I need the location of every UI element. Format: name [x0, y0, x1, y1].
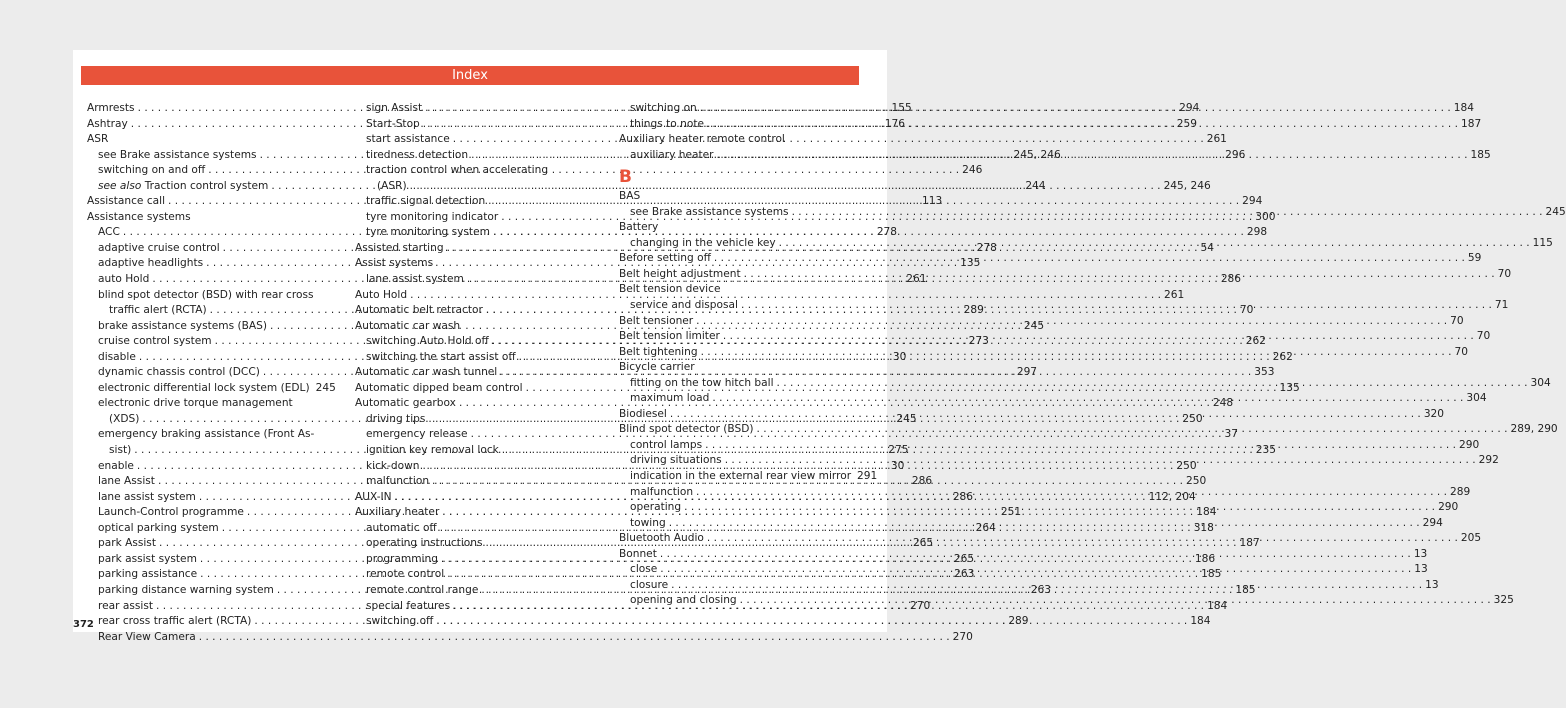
index-entry-term: Auxiliary heater — [355, 506, 440, 519]
index-entry-page-ref: 37 — [1224, 428, 1239, 441]
index-entry-page-ref: 13 — [1414, 563, 1428, 576]
index-entry-page-ref: 185 — [1201, 568, 1222, 581]
index-entry-page-ref: 320 — [1423, 407, 1445, 420]
index-entry-page-ref: 70 — [1454, 345, 1468, 358]
index-entry-term: Belt tension limiter — [619, 330, 720, 343]
leader-dots — [660, 547, 1411, 563]
index-entry-page-ref: 30 — [890, 459, 905, 472]
index-entry-page-ref: 245 — [1545, 205, 1566, 218]
index-entry-term: ASR — [87, 133, 109, 146]
index-entry-term: switching on — [630, 102, 697, 114]
index-entry-term: disable — [98, 350, 136, 363]
index-entry-page-ref: 278 — [876, 226, 898, 239]
leader-dots — [757, 422, 1508, 438]
index-entry-page-ref: 325 — [1493, 594, 1514, 607]
index-entry-page-ref: 59 — [1467, 252, 1482, 265]
index-entry — [619, 282, 856, 298]
index-entry — [87, 288, 324, 304]
index-entry-page-ref: 13 — [1413, 547, 1428, 560]
index-entry-page-ref: 248 — [1212, 397, 1234, 410]
index-entry-term: Bonnet — [619, 547, 657, 560]
leader-dots — [670, 407, 1421, 423]
index-entry — [619, 220, 856, 236]
index-entry-term: BAS — [619, 190, 641, 203]
index-entry-page-ref: 265 — [953, 552, 975, 565]
index-entry-term: indication in the external rear view mirror — [630, 470, 852, 483]
index-entry-term: blind spot detector (BSD) with rear cross — [98, 288, 314, 301]
index-entry-page-ref: 235 — [1255, 444, 1276, 457]
index-entry-term: driving situations — [630, 454, 722, 467]
leader-dots — [777, 376, 1528, 392]
index-entry-page-ref: 270 — [952, 630, 973, 643]
index-entry-page-ref: 187 — [1460, 117, 1482, 130]
index-entry-page-ref: 70 — [1450, 314, 1464, 327]
index-entry-page-ref: 298 — [1246, 226, 1268, 239]
index-entry — [355, 319, 592, 335]
index-entry-term: adaptive headlights — [98, 257, 204, 270]
index-entry-term: Belt tension device — [619, 283, 721, 296]
index-entry-page-ref: 30 — [892, 350, 907, 363]
index-entry-page-ref: 184 — [1207, 599, 1228, 612]
index-entry-page-ref: 245 — [315, 381, 336, 394]
index-entry-page-ref: 13 — [1425, 578, 1439, 591]
index-entry-page-ref: 54 — [1200, 241, 1215, 254]
leader-dots — [792, 205, 1543, 221]
leader-dots — [436, 614, 1187, 630]
index-entry-page-ref: 245 — [896, 412, 917, 425]
index-entry-term: fitting on the tow hitch ball — [630, 376, 774, 389]
index-entry-page-ref: 135 — [1279, 381, 1300, 394]
index-entry-page-ref: 251 — [1000, 506, 1022, 519]
leader-dots — [744, 267, 1495, 283]
index-entry-page-ref: 300 — [1255, 210, 1276, 223]
leader-dots — [707, 117, 1458, 133]
index-entry-term: enable — [98, 459, 134, 472]
index-entry-term: malfunction — [630, 485, 694, 498]
index-entry-term: brake assistance systems (BAS) — [98, 319, 267, 332]
index-entry — [619, 132, 856, 148]
index-entry-page-ref: 289 — [963, 304, 984, 317]
index-entry-term: traction control when accelerating — [366, 164, 549, 177]
index-entry-term: (XDS) — [109, 412, 140, 425]
index-entry-page-ref: 205 — [1460, 532, 1482, 545]
index-entry-page-ref: 112, 204 — [1148, 490, 1196, 503]
index-entry-term: Automatic belt retractor — [355, 304, 483, 317]
index-entry-page-ref: 275 — [888, 444, 909, 457]
index-entry-page-ref: 185 — [1470, 148, 1491, 161]
index-entry-term: park assist system — [98, 552, 197, 565]
index-entry-term: switching Auto Hold off — [366, 335, 489, 348]
index-entry-page-ref: 296 — [1225, 148, 1246, 161]
index-entry-term: service and disposal — [630, 299, 738, 312]
index-entry-term: Battery — [619, 221, 659, 234]
index-entry-page-ref: 263 — [1030, 583, 1051, 596]
index-entry-term: switching on and off — [98, 164, 206, 177]
index-entry — [87, 210, 324, 226]
index-entry-page-ref: 155 — [891, 102, 912, 114]
index-entry-term: Auto Hold — [355, 288, 408, 301]
index-entry-page-ref: 262 — [1272, 350, 1293, 363]
index-entry-term: sign Assist — [366, 102, 423, 114]
leader-dots — [684, 500, 1435, 516]
index-entry-page-ref: 264 — [975, 521, 996, 534]
index-entry-term: ignition key removal lock — [366, 444, 499, 457]
index-entry-page-ref: 70 — [1476, 330, 1491, 343]
index-entry-term: Blind spot detector (BSD) — [619, 423, 754, 436]
index-entry-term: remote control range — [366, 583, 479, 596]
index-entry-term: traffic alert (RCTA) — [109, 304, 207, 317]
index-entry-term: close — [630, 563, 658, 576]
index-entry-page-ref: 261 — [1164, 288, 1185, 301]
index-entry-term: rear cross traffic alert (RCTA) — [98, 615, 252, 628]
index-entry-page-ref: 187 — [1239, 537, 1260, 550]
index-entry-term: Automatic gearbox — [355, 397, 456, 410]
index-entry-term: Start-Stop — [366, 117, 420, 130]
index-entry-page-ref: 244 — [1025, 179, 1046, 192]
leader-dots — [712, 391, 1463, 407]
index-entry-term: auto Hold — [98, 273, 150, 286]
index-entry-term: kick-down — [366, 459, 420, 472]
index-entry-term: programming — [366, 552, 438, 565]
index-entry — [87, 132, 324, 148]
index-entry-term: cruise control system — [98, 335, 212, 348]
index-entry-term: Belt tensioner — [619, 314, 694, 327]
index-entry-page-ref: 246 — [962, 164, 983, 177]
index-entry-page-ref: 270 — [909, 599, 931, 612]
index-entry-term: opening and closing — [630, 594, 737, 607]
leader-dots — [696, 485, 1447, 501]
index-entry-term: things to note — [630, 117, 705, 130]
index-entry-term: Bluetooth Audio — [619, 532, 704, 545]
index-entry-term: optical parking system — [98, 521, 219, 534]
leader-dots — [705, 438, 1456, 454]
index-entry-term: driving tips — [366, 412, 426, 425]
index-entry-page-ref: 290 — [1438, 501, 1459, 514]
index-entry-term: tyre monitoring indicator — [366, 210, 499, 223]
index-entry-page-ref: 304 — [1466, 392, 1487, 405]
index-entry-page-ref: 289, 290 — [1510, 423, 1558, 436]
index-entry-page-ref: 184 — [1453, 102, 1474, 114]
index-entry-term: Assistance call — [87, 195, 166, 208]
index-entry-page-ref: 304 — [1530, 376, 1551, 389]
index-entry-term: see also Traction control system — [98, 179, 269, 192]
leader-dots — [671, 578, 1422, 594]
leader-dots — [779, 236, 1530, 252]
index-entry-term: Assist systems — [355, 257, 434, 270]
index-entry-term: special features — [366, 599, 451, 612]
index-entry-term: lane assist system — [98, 490, 196, 503]
leader-dots — [714, 251, 1465, 267]
index-entry-term: tiredness detection — [366, 148, 469, 161]
index-entry — [355, 163, 592, 179]
index-entry-page-ref: 71 — [1494, 299, 1509, 312]
index-entry-page-ref: 294 — [1179, 102, 1200, 114]
index-entry-page-ref: 70 — [1239, 304, 1254, 317]
index-entry-term: lane assist system — [366, 273, 464, 286]
index-entry-term: ACC — [98, 226, 120, 239]
index-entry-term: dynamic chassis control (DCC) — [98, 366, 260, 379]
leader-dots — [669, 516, 1420, 532]
index-entry-term: Ashtray — [87, 117, 128, 130]
index-entry-page-ref: 286 — [911, 475, 933, 488]
index-entry-page-ref: 245, 246 — [1013, 148, 1061, 161]
index-entry-term: electronic differential lock system (EDL) — [98, 381, 310, 394]
index-entry-term: closure — [630, 578, 669, 591]
index-entry-page-ref: 176 — [884, 117, 905, 130]
index-entry — [87, 630, 973, 646]
index-entry-term: lane Assist — [98, 475, 155, 488]
index-entry-term: switching the start assist off — [366, 350, 516, 363]
index-entry-page-ref: 115 — [1532, 236, 1553, 249]
leader-dots — [660, 562, 1411, 578]
index-entry-term: Biodiesel — [619, 407, 667, 420]
index-entry-page-ref: 113 — [921, 195, 943, 208]
leader-dots — [725, 453, 1476, 469]
index-entry-page-ref: 250 — [1185, 475, 1207, 488]
index-entry-term: adaptive cruise control — [98, 241, 220, 254]
index-entry-page-ref: 291 — [857, 470, 878, 483]
index-entry-term: parking assistance — [98, 568, 198, 581]
leader-dots — [717, 148, 1468, 164]
index-entry-page-ref: 250 — [1176, 459, 1197, 472]
index-entry-term: start assistance — [366, 133, 450, 146]
leader-dots — [199, 630, 950, 646]
index-letter-heading: B — [619, 167, 632, 188]
index-entry-term: changing in the vehicle key — [630, 236, 776, 249]
page-number: 372 — [73, 619, 94, 630]
index-entry-term: operating — [630, 501, 682, 514]
index-entry-term: see Brake assistance systems — [98, 148, 257, 161]
index-entry-term: Auxiliary heater remote control — [619, 133, 785, 146]
index-entry-term: see Brake assistance systems — [630, 205, 789, 218]
index-entry-page-ref: 245, 246 — [1163, 179, 1211, 192]
index-entry-term: Automatic dipped beam control — [355, 381, 523, 394]
index-entry-term: tyre monitoring system — [366, 226, 490, 239]
index-header — [81, 66, 859, 85]
index-entry-page-ref: 261 — [906, 273, 927, 286]
index-entry-see-also: see also — [98, 179, 142, 192]
index-entry-term: Armrests — [87, 102, 135, 114]
index-entry-page-ref: 185 — [1235, 583, 1256, 596]
leader-dots — [700, 101, 1451, 117]
index-entry — [619, 189, 856, 205]
index-entry — [355, 256, 592, 272]
index-entry — [87, 381, 336, 397]
index-entry-term: parking distance warning system — [98, 583, 274, 596]
index-entry-page-ref: 286 — [952, 490, 974, 503]
index-entry — [87, 427, 324, 443]
index-entry-page-ref: 294 — [1422, 516, 1443, 529]
index-entry-term: Belt tightening — [619, 345, 698, 358]
index-entry-page-ref: 286 — [1220, 273, 1242, 286]
index-entry-term: Automatic car wash — [355, 319, 461, 332]
index-entry-term: operating instructions — [366, 537, 483, 550]
index-entry-term: traffic signal detection — [366, 195, 486, 208]
page-title: Index — [452, 68, 488, 83]
index-entry-page-ref: 318 — [1193, 521, 1214, 534]
index-entry-page-ref: 184 — [1196, 506, 1217, 519]
index-entry-term: emergency release — [366, 428, 468, 441]
index-page — [73, 50, 1566, 643]
index-entry-page-ref: 265 — [912, 537, 934, 550]
index-entry-term: Before setting off — [619, 252, 711, 265]
index-entry-page-ref: 245 — [1023, 319, 1045, 332]
index-entry-page-ref: 261 — [1206, 133, 1227, 146]
index-entry-page-ref: 290 — [1459, 438, 1480, 451]
index-entry-page-ref: 262 — [1245, 335, 1266, 348]
index-entry-term: rear assist — [98, 599, 154, 612]
index-entry-page-ref: 294 — [1242, 195, 1263, 208]
index-entry-term: maximum load — [630, 392, 710, 405]
index-entry-page-ref: 184 — [1190, 615, 1211, 628]
index-entry-page-ref: 250 — [1182, 412, 1203, 425]
index-entry — [619, 469, 878, 485]
index-entry-term: Rear View Camera — [98, 630, 196, 643]
index-entry-term: Assistance systems — [87, 210, 191, 223]
index-entry-page-ref: 353 — [1254, 366, 1275, 379]
index-entry-page-ref: 70 — [1497, 267, 1512, 280]
index-entry-page-ref: 135 — [960, 257, 981, 270]
index-entry-term: remote control — [366, 568, 445, 581]
index-entry-page-ref: 289 — [1449, 485, 1471, 498]
index-entry-term: Belt height adjustment — [619, 267, 741, 280]
index-entry-term: emergency braking assistance (Front As- — [98, 428, 315, 441]
index-entry-page-ref: 186 — [1194, 552, 1216, 565]
index-entry-page-ref: 289 — [1008, 615, 1029, 628]
index-entry-term: control lamps — [630, 438, 703, 451]
index-entry-page-ref: 273 — [968, 335, 989, 348]
index-entry-page-ref: 278 — [976, 241, 997, 254]
leader-dots — [741, 298, 1492, 314]
index-entry-page-ref: 297 — [1016, 366, 1038, 379]
index-entry-term: malfunction — [366, 475, 430, 488]
index-entry-page-ref: 292 — [1478, 454, 1499, 467]
index-entry-term: towing — [630, 516, 666, 529]
index-entry-term: automatic off — [366, 521, 437, 534]
index-entry-term: Bicycle carrier — [619, 361, 695, 374]
index-entry-term: park Assist — [98, 537, 156, 550]
leader-dots — [696, 314, 1447, 330]
leader-dots — [740, 593, 1491, 609]
leader-dots — [723, 329, 1474, 345]
index-entry-term: AUX-IN — [355, 490, 392, 503]
index-entry — [87, 396, 324, 412]
index-entry-term: electronic drive torque management — [98, 397, 293, 410]
index-entry-term: (ASR) — [377, 179, 407, 192]
index-entry-term: switching off — [366, 615, 434, 628]
index-entry-term: sist) — [109, 444, 132, 457]
leader-dots — [701, 345, 1452, 361]
leader-dots — [707, 531, 1458, 547]
index-entry-page-ref: 259 — [1176, 117, 1197, 130]
index-entry-term: auxiliary heater — [630, 148, 714, 161]
index-entry-term: Launch-Control programme — [98, 506, 244, 519]
index-entry — [619, 360, 856, 376]
index-entry-page-ref: 263 — [954, 568, 975, 581]
index-entry-term: Automatic car wash tunnel — [355, 366, 498, 379]
index-entry-term: Assisted starting — [355, 241, 444, 254]
